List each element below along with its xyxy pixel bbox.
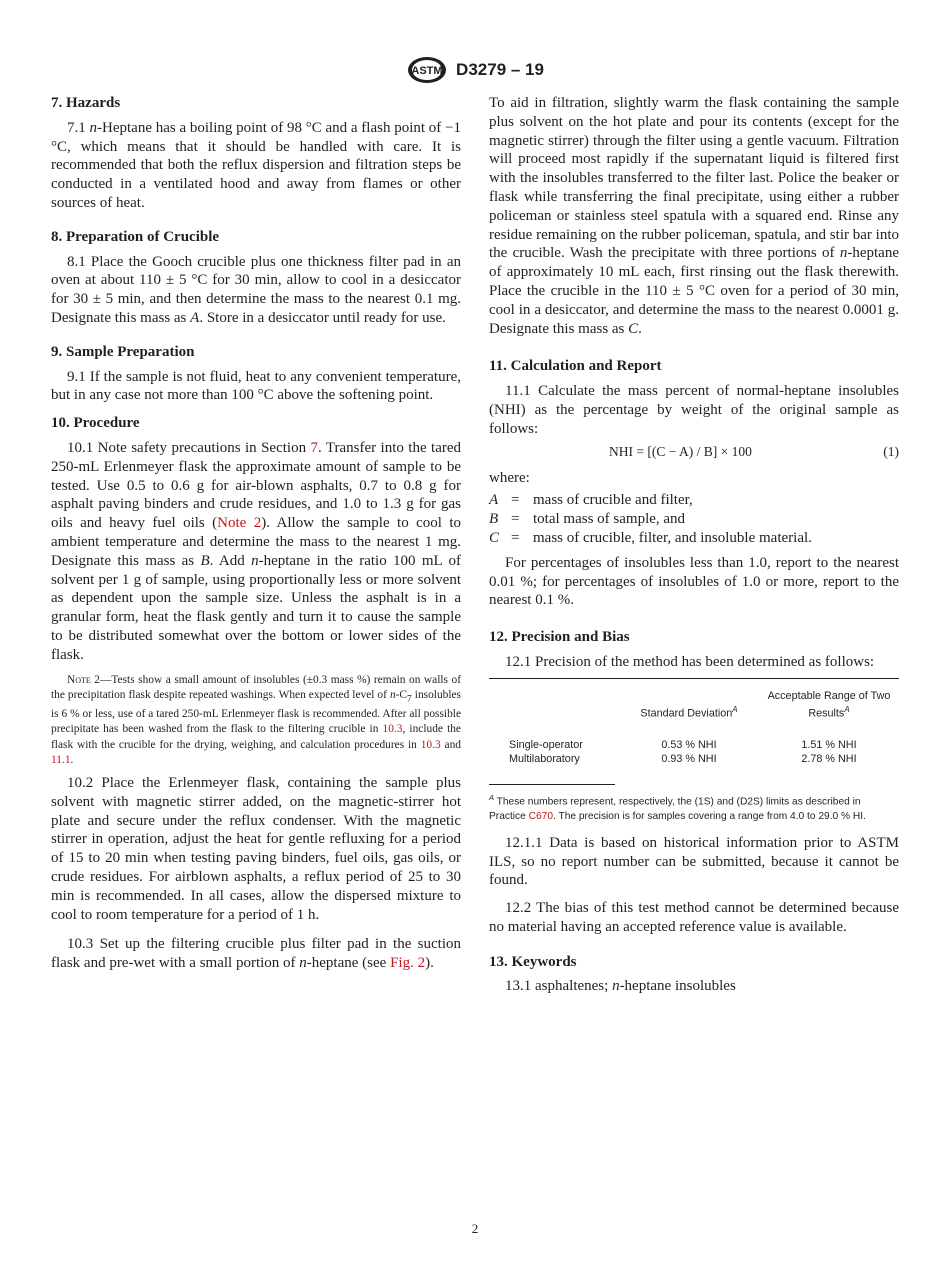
para-10-3: 10.3 Set up the filtering crucible plus filter pad in the suction flask and pre-wet with a small portion of n-heptane (see Fig. 2). <box>51 936 461 972</box>
right-column <box>489 94 899 996</box>
section-7-link[interactable]: 7 <box>310 439 318 456</box>
astm-logo <box>406 56 448 84</box>
table-footnote: $^A$ These numbers represent, respectively, the (1S) and (D2S) limits as described in Practice C670. The precision is for samples covering a range from 4.0 to 29.0 % HI. <box>489 793 866 822</box>
section-7-heading: 7. Hazards <box>51 95 121 111</box>
note-2-link[interactable]: Note 2 <box>217 515 262 532</box>
para-10-1: 10.1 Note safety precautions in Section 7. Transfer into the tared 250-mL Erlenmeyer flask the approximate amount of sample to be tested. Use 0.5 to 0.6 g for air-blown asphalts, 0.7 to 0.8 g for asphalt paving binders and crude residues, and 1.0 to 1.3 g for gas oils and heavy fuel oils (Note 2). Allow the sample to cool to ambient temperature and determine the mass to the nearest 1 mg. Designate this mass as B. Add n-heptane in the ratio 100 mL of solvent per 1 g of sample, using proportionally less or more solvent as dependent upon the sample size. Unless the asphalt is in a granular form, heat the flask gently and turn it to cause the sample to be distributed somewhat over the bottom or lower sides of the flask. <box>51 439 462 663</box>
definition-row: A = mass of crucible and filter, <box>489 492 693 509</box>
para-8-1: 8.1 Place the Gooch crucible plus one thickness filter pad in an oven at about 110 ± 5 °C for 30 min, allow to cool in a desiccator for 30 ± 5 min, and then determine the mass to the nearest 0.1 mg. Designate this mass as A. Store in a desiccator until ready for use. <box>51 253 461 326</box>
note-2: Note 2—Tests show a small amount of insolubles (±0.3 mass %) remain on walls of the precipitation flask despite repeated washings. When expected level of $n-C_7$ insolubles is 6 % or less, use of a tared 250-mL Erlenmeyer flask is recommended. After all possible precipitate has been washed from the flask to the filtering crucible in 10.3, include the flask with the crucible for the drying, weighing, and calculation procedures in 10.3 and 11.1. <box>51 673 461 766</box>
footnote-rule <box>489 784 615 785</box>
para-13-1: 13.1 asphaltenes; n-heptane insolubles <box>505 978 736 995</box>
equation-1: NHI = [(C − A) / B] × 100 (1) <box>489 441 899 465</box>
equation-number: (1) <box>883 443 899 459</box>
section-10-3-link[interactable]: 10.3 <box>382 723 403 736</box>
para-10-3-continued: To aid in filtration, slightly warm the flask containing the sample plus solvent on the hot plate and pour its contents (except for the magnetic stirrer) through the filter using a gentle vacuum. Filtration will proceed most rapidly if the supernatant liquid is filtered first with the insolubles transferred to the filter last. Police the beaker or flask while transferring the final precipitate, using either a rubber policeman or stainless steel spatula with a squared end. Rinse any residue remaining on the rubber policeman, spatula, and stir bar into the crucible. Wash the precipitate with three portions of n-heptane of approximately 10 mL each, first rinsing out the flask therewith. Place the crucible in the 110 ± 5 °C oven for a period of 30 min, cool in a desiccator, and determine the mass to the nearest 0.0001 g. Designate this mass as C. <box>489 95 899 337</box>
standard-designation: D3279 – 19 <box>456 60 544 79</box>
definition-row: C = mass of crucible, filter, and insoluble material. <box>489 529 812 546</box>
section-8-heading: 8. Preparation of Crucible <box>51 228 220 245</box>
section-11-1-link[interactable]: 11.1 <box>51 753 71 766</box>
left-column <box>51 94 461 973</box>
variable-definitions <box>489 491 899 547</box>
para-7-1: 7.1 n-Heptane has a boiling point of 98 °C and a flash point of −1 °C, which means that it should be handled with care. It is recommended that both the reflux dispersion and filtration steps be conducted in a ventilated hood and away from flames or other sources of heat. <box>51 119 461 211</box>
figure-2-link[interactable]: Fig. 2 <box>390 955 426 972</box>
para-10-2: 10.2 Place the Erlenmeyer flask, containing the sample plus solvent with magnetic stirrer added, on the magnetic-stirrer hot plate and secure under the reflux condenser. With the magnetic stirrer in operation, adjust the heat for gentle refluxing for a period of 15 to 20 min when testing paving binders, fuel oils, gas oils, or crude residues. For airblown asphalts, a reflux period of 25 to 30 min is recommended. In all cases, allow the dispersed mixture to cool to room temperature for a period of 1 h. <box>51 775 461 923</box>
section-13-heading: 13. Keywords <box>489 953 577 970</box>
table-row: Multilaboratory 0.93 % NHI 2.78 % NHI <box>509 753 857 766</box>
page-header <box>0 56 950 84</box>
section-12-heading: 12. Precision and Bias <box>489 629 630 646</box>
page-number: 2 <box>471 1221 479 1236</box>
svg-text:ASTM: ASTM <box>411 65 443 77</box>
section-9-heading: 9. Sample Preparation <box>51 343 195 360</box>
para-12-1-1: 12.1.1 Data is based on historical information prior to ASTM ILS, so no report number can be submitted, because it cannot be found. <box>489 834 899 889</box>
para-12-1: 12.1 Precision of the method has been determined as follows: <box>505 653 875 670</box>
c670-link[interactable]: C670 <box>528 810 553 822</box>
section-10-3-link[interactable]: 10.3 <box>420 738 441 751</box>
where-label: where: <box>489 469 530 486</box>
para-12-2: 12.2 The bias of this test method cannot be determined because no material having an accepted reference value is available. <box>489 900 899 935</box>
para-11-1: 11.1 Calculate the mass percent of normal-heptane insolubles (NHI) as the percentage by weight of the original sample as follows: <box>489 383 899 437</box>
table-row: Single-operator 0.53 % NHI 1.51 % NHI <box>509 739 857 752</box>
precision-table: Standard Deviation$^A$ Acceptable Range of Two Results$^A$ Single-operator 0.53 % NHI 1.51 % NHI Multilaboratory 0.93 % NHI 2.78 % NHI <box>489 678 899 767</box>
section-11-heading: 11. Calculation and Report <box>489 358 662 375</box>
definition-row: B = total mass of sample, and <box>489 511 686 528</box>
para-11-report: For percentages of insolubles less than 1.0, report to the nearest 0.01 %; for percentages of insolubles of 1.0 or more, report to the nearest 0.1 %. <box>489 554 899 609</box>
para-9-1: 9.1 If the sample is not fluid, heat to any convenient temperature, but in any case not more than 100 °C above the softening point. <box>51 368 461 404</box>
section-10-heading: 10. Procedure <box>51 415 140 432</box>
